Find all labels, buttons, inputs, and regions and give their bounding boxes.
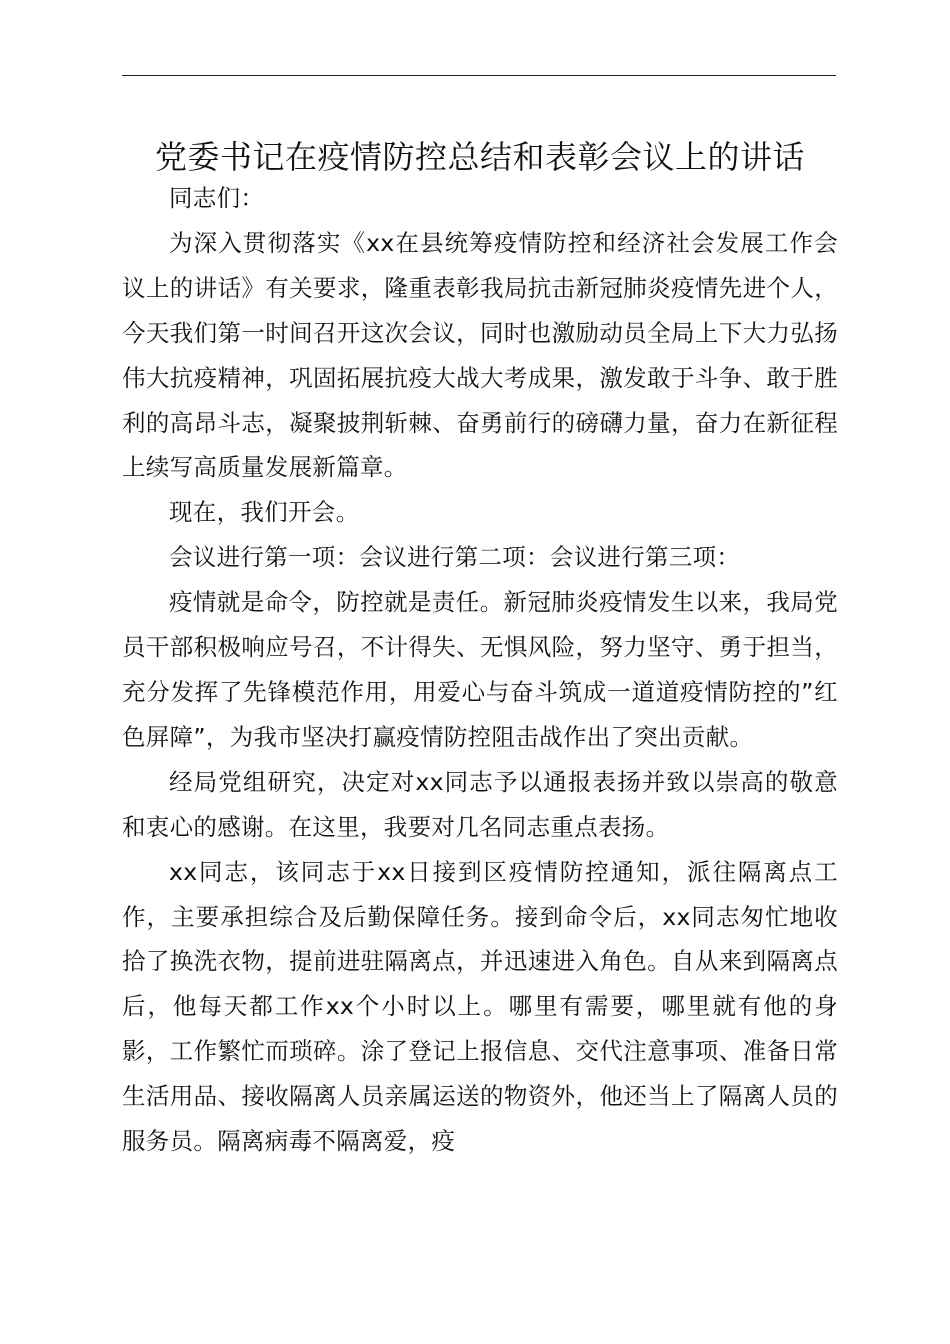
paragraph-salutation: 同志们：	[169, 184, 265, 212]
document-title: 党委书记在疫情防控总结和表彰会议上的讲话	[154, 138, 805, 176]
paragraph-epidemic-duty: 疫情就是命令，防控就是责任。新冠肺炎疫情发生以来，我局党员干部积极响应号召，不计得失、无惧风险，努力坚守、勇于担当，充分发挥了先锋模范作用，用爱心与奋斗筑成一道道疫情防控的”红色屏障”，为我市坚决打赢疫情防控阻击战作出了突出贡献。	[122, 588, 838, 751]
document-body	[122, 176, 838, 1164]
paragraph-individual-praise: xx同志，该同志于xx日接到区疫情防控通知，派往隔离点工作，主要承担综合及后勤保障任务。接到命令后，xx同志匆忙地收拾了换洗衣物，提前进驻隔离点，并迅速进入角色。自从来到隔离点后，他每天都工作xx个小时以上。哪里有需要，哪里就有他的身影，工作繁忙而琐碎。涂了登记上报信息、交代注意事项、准备日常生活用品、接收隔离人员亲属运送的物资外，他还当上了隔离人员的服务员。隔离病毒不隔离爱，疫	[122, 857, 838, 1156]
paragraph-commendation: 经局党组研究，决定对xx同志予以通报表扬并致以崇高的敬意和衷心的感谢。在这里，我要对几名同志重点表扬。	[122, 767, 838, 841]
header-rule	[122, 75, 836, 76]
paragraph-agenda: 会议进行第一项：会议进行第二项：会议进行第三项：	[169, 543, 741, 572]
paragraph-intro: 为深入贯彻落实《xx在县统筹疫情防控和经济社会发展工作会议上的讲话》有关要求，隆重表彰我局抗击新冠肺炎疫情先进个人，今天我们第一时间召开这次会议，同时也激励动员全局上下大力弘扬伟大抗疫精神，巩固拓展抗疫大战大考成果，激发敢于斗争、敢于胜利的高昂斗志，凝聚披荆斩棘、奋勇前行的磅礴力量，奋力在新征程上续写高质量发展新篇章。	[122, 228, 838, 482]
paragraph-open-meeting: 现在，我们开会。	[169, 498, 360, 527]
